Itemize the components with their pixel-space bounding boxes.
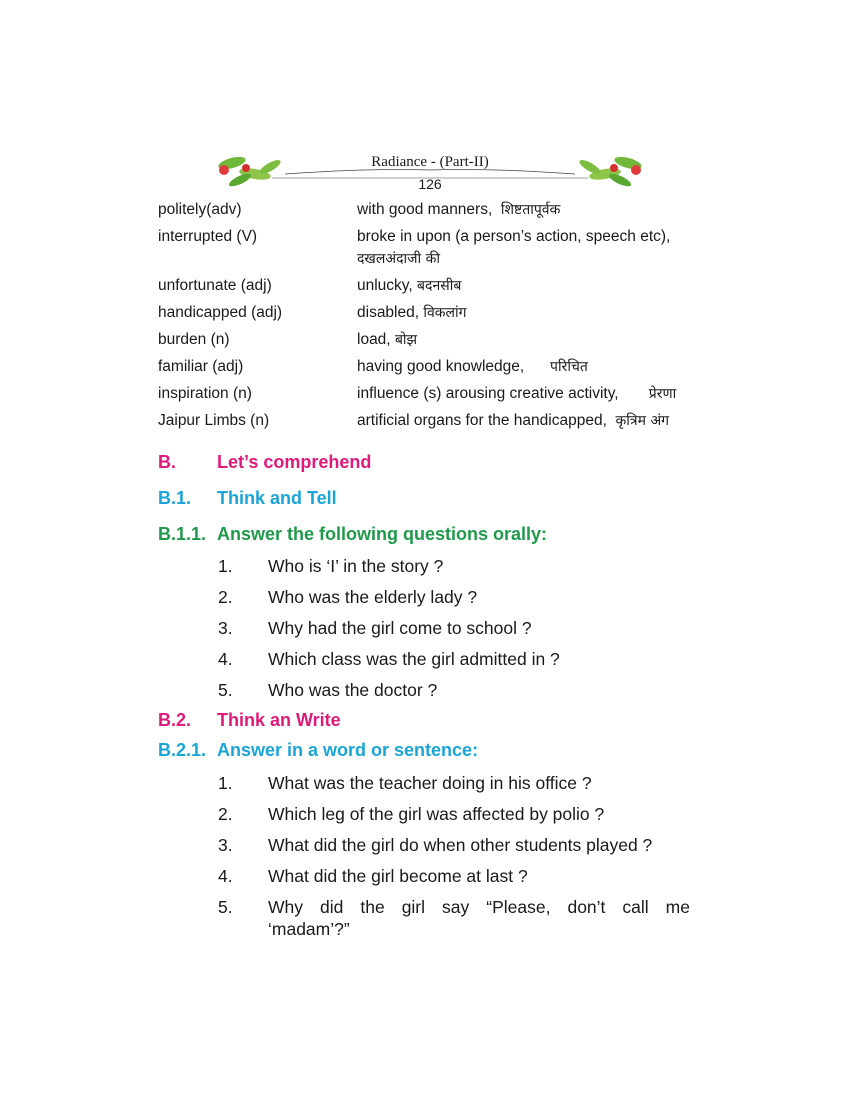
question-number: 5.	[218, 680, 233, 700]
section-b-heading	[158, 452, 371, 473]
question-number: 2.	[218, 587, 233, 607]
vocab-row	[158, 356, 718, 378]
vocab-word: burden (n)	[158, 331, 230, 348]
question-text: Who was the elderly lady ?	[268, 587, 478, 607]
vocab-meaning: broke in upon (a person’s action, speech etc),	[357, 228, 671, 245]
vocab-meaning: with good manners,	[357, 201, 493, 218]
book-title: Radiance - (Part-II)	[371, 154, 489, 170]
question-number: 4.	[218, 649, 233, 669]
question-number: 5.	[218, 897, 233, 917]
list-item	[218, 555, 698, 577]
vocab-row	[158, 383, 718, 405]
list-item	[218, 586, 698, 608]
vocab-hindi: दखलअंदाजी की	[357, 251, 440, 267]
list-item	[218, 679, 698, 701]
vocab-word: unfortunate (adj)	[158, 277, 272, 294]
vocab-hindi: परिचित	[550, 359, 588, 375]
vocab-meaning: disabled,	[357, 304, 420, 321]
section-b11-heading	[158, 524, 547, 545]
page-header	[210, 150, 650, 196]
vocab-word: politely(adv)	[158, 201, 242, 218]
list-item	[218, 834, 690, 856]
section-title: Let’s comprehend	[217, 452, 372, 472]
section-title: Answer the following questions orally:	[217, 524, 548, 544]
vocab-row	[158, 275, 718, 297]
vocab-row	[158, 410, 718, 432]
question-text: Why did the girl say “Please, don’t call me ‘madam’?”	[268, 897, 690, 939]
vocab-row	[158, 329, 718, 351]
section-title: Answer in a word or sentence:	[217, 740, 479, 760]
vocab-row	[158, 226, 718, 270]
section-number: B.2.	[158, 710, 192, 730]
vocab-word: familiar (adj)	[158, 358, 244, 375]
list-item	[218, 772, 690, 794]
question-number: 1.	[218, 556, 233, 576]
page-number: 126	[418, 176, 442, 192]
vocab-meaning: artificial organs for the handicapped,	[357, 412, 607, 429]
vocabulary-list	[158, 199, 718, 437]
oral-question-list	[218, 555, 698, 710]
vocab-meaning: load,	[357, 331, 391, 348]
question-text: Who is ‘I’ in the story ?	[268, 556, 444, 576]
question-text: What was the teacher doing in his office ?	[268, 773, 592, 793]
question-number: 2.	[218, 804, 233, 824]
vocab-word: handicapped (adj)	[158, 304, 283, 321]
vocab-hindi: शिष्टतापूर्वक	[500, 202, 561, 218]
vocab-row	[158, 302, 718, 324]
vocab-hindi: कृत्रिम अंग	[615, 413, 670, 429]
vocab-meaning: influence (s) arousing creative activity,	[357, 385, 619, 402]
question-number: 1.	[218, 773, 233, 793]
section-number: B.	[158, 452, 176, 472]
list-item	[218, 803, 690, 825]
section-number: B.1.1.	[158, 524, 207, 544]
question-text: Who was the doctor ?	[268, 680, 438, 700]
vocab-hindi: बदनसीब	[417, 278, 462, 294]
vocab-word: interrupted (V)	[158, 228, 258, 245]
vocab-meaning: unlucky,	[357, 277, 413, 294]
vocab-word: inspiration (n)	[158, 385, 252, 402]
question-text: What did the girl do when other students played ?	[268, 835, 653, 855]
section-b1-heading	[158, 488, 337, 509]
list-item	[218, 865, 690, 887]
question-text: Which leg of the girl was affected by polio ?	[268, 804, 605, 824]
question-number: 3.	[218, 618, 233, 638]
question-text: Which class was the girl admitted in ?	[268, 649, 560, 669]
section-number: B.1.	[158, 488, 192, 508]
vocab-hindi: विकलांग	[423, 305, 467, 321]
vocab-hindi: प्रेरणा	[648, 386, 677, 402]
vocab-row	[158, 199, 718, 221]
section-b2-heading	[158, 710, 341, 731]
vocab-word: Jaipur Limbs (n)	[158, 412, 270, 429]
question-number: 4.	[218, 866, 233, 886]
section-title: Think an Write	[217, 710, 341, 730]
question-number: 3.	[218, 835, 233, 855]
written-question-list	[218, 772, 690, 949]
section-number: B.2.1.	[158, 740, 207, 760]
vocab-hindi: बोझ	[394, 332, 418, 348]
section-b21-heading	[158, 740, 478, 761]
section-title: Think and Tell	[217, 488, 337, 508]
list-item	[218, 896, 690, 940]
question-text: What did the girl become at last ?	[268, 866, 528, 886]
vocab-meaning: having good knowledge,	[357, 358, 525, 375]
question-text: Why had the girl come to school ?	[268, 618, 532, 638]
list-item	[218, 648, 698, 670]
list-item	[218, 617, 698, 639]
